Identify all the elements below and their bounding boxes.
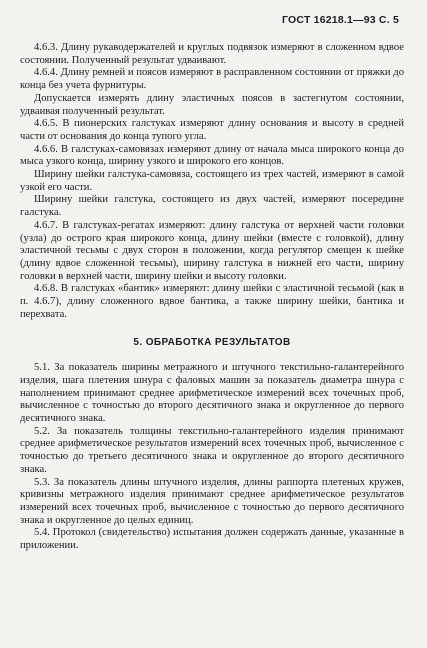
paragraph-5-2: 5.2. За показатель толщины текстильно-галантерейного изделия принимают среднее арифметическое результатов измерений всех точечных проб, вычисленное с точностью до третьего десятичного знака и округленное до второго десятичного знака. [20,425,404,475]
paragraph-4-6-3: 4.6.3. Длину рукаводержателей и круглых подвязок измеряют в сложенном вдвое состоянии. Полученный результат удваивают. [20,42,404,66]
paragraph-4-6-8: 4.6.8. В галстуках «бантик» измеряют: длину шейки с эластичной тесьмой (как в п. 4.6.7), длину сложенного вдвое бантика, а также ширину шейки, бантика и перехвата. [20,283,404,320]
document-body [20,42,404,553]
paragraph-4-6-6: 4.6.6. В галстуках-самовязах измеряют длину от начала мыса широкого конца до мыса узкого конца, ширину узкого и широкого его концов. [20,143,404,168]
paragraph-4-6-4: 4.6.4. Длину ремней и поясов измеряют в расправленном состоянии от пряжки до конца без учета фурнитуры. [20,67,404,92]
paragraph-4-6-7: 4.6.7. В галстуках-регатах измеряют: длину галстука от верхней части головки (узла) до острого края широкого конца, длину шейки (вместе с головкой), длину эластичной тесьмы с двух сторон в положении, когда регулятор смещен к шейке (длину вдвое сложенной тесьмы), ширину галстука в нижней его части, ширину головки в верхней части, ширину шейки и высоту головки. [20,219,404,282]
paragraph-4-6-5: 4.6.5. В пионерских галстуках измеряют длину основания и высоту в средней части от основания до конца тупого угла. [20,118,404,142]
section-title: 5. ОБРАБОТКА РЕЗУЛЬТАТОВ [133,337,291,349]
paragraph-4-6-4-note: Допускается измерять длину эластичных поясов в застегнутом состоянии, удваивая полученный результат. [20,92,404,117]
paragraph-5-3: 5.3. За показатель длины штучного изделия, длины раппорта плетеных кружев, кривизны метражного изделия принимают среднее арифметическое результатов измерений всех точечных проб, вычисленное с точностью до первого десятичного знака и округленное до целых единиц. [20,476,404,526]
page-header: ГОСТ 16218.1—93 С. 5 [282,14,399,26]
paragraph-4-6-6-two-parts: Ширину шейки галстука, состоящего из двух частей, измеряют посередине галстука. [20,194,404,219]
paragraph-5-4: 5.4. Протокол (свидетельство) испытания должен содержать данные, указанные в приложении. [20,527,404,552]
paragraph-5-1: 5.1. За показатель ширины метражного и штучного текстильно-галантерейного изделия, шага плетения шнура с фаловых машин за показатель диаметра шнура с наполнением принимают среднее арифметическое измерений всех точечных проб, вычисленное с точностью до второго десятичного знака и округленное до первого десятичного знака. [20,362,404,424]
paragraph-4-6-6-three-parts: Ширину шейки галстука-самовяза, состоящего из трех частей, измеряют в самой узкой его части. [20,169,404,193]
